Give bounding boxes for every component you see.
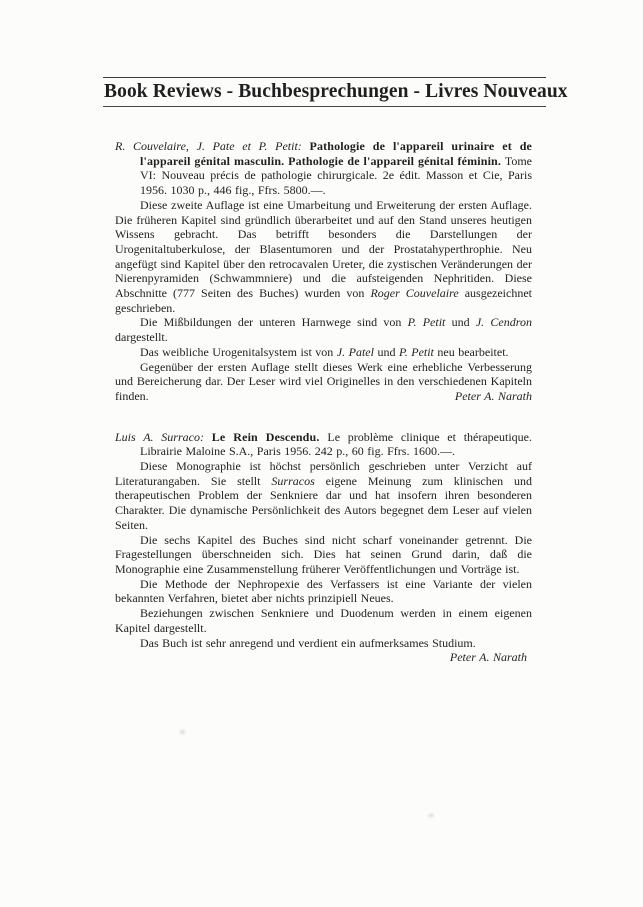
review-paragraph: [115, 315, 532, 344]
text-segment: Die sechs Kapitel des Buches sind nicht scharf voneinander getrennt. Die Fragestellungen überschneiden sich. Dies hat seinen Grund darin, daß die Monographie eine Zusammenstellung früherer Veröffentlichungen und Vorträge ist.: [115, 532, 532, 576]
paragraph-text: [115, 533, 532, 576]
review-entry: [115, 430, 532, 665]
text-segment: Luis A. Surraco:: [115, 429, 212, 444]
review-paragraph: [115, 577, 532, 606]
text-segment: Die Methode der Nephropexie des Verfassers ist eine Variante der vielen bekannten Verfahren, bietet aber nichts prinzipiell Neues.: [115, 576, 532, 606]
paragraph-text: [115, 577, 532, 606]
text-segment: Diese Monographie ist höchst persönlich geschrieben unter Verzicht auf Literaturangaben. Sie stellt: [115, 459, 532, 488]
citation: [115, 430, 532, 459]
review-paragraph: [115, 360, 532, 404]
text-segment: P. Petit: [398, 344, 434, 359]
page-title: Book Reviews - Buchbesprechungen - Livres Nouveaux: [104, 81, 568, 102]
review-paragraph: [115, 606, 532, 635]
paragraph-text: [115, 315, 532, 344]
review-entry: [115, 139, 532, 404]
reviewer-signature: Peter A. Narath: [449, 650, 527, 665]
scan-artifact: [180, 730, 185, 734]
text-segment: Surracos: [271, 473, 315, 488]
text-segment: und: [445, 315, 476, 330]
book-reviews-section: [115, 139, 532, 665]
scan-artifact: [428, 814, 434, 817]
text-segment: J. Cendron: [475, 315, 532, 330]
text-segment: Pathologie de l'appareil urinaire et de l'appareil génital masculin. Pathologie de l'appareil génital féminin.: [140, 139, 532, 168]
text-segment: eigene Meinung zum klinischen und therapeutischen Problem der Senkniere dar und hat insofern ihren besonderen Charakter. Die dynamische Persönlichkeit des Autors begegnet dem Leser auf vielen Seiten.: [115, 473, 532, 532]
review-paragraph: [115, 636, 532, 651]
text-segment: R. Couvelaire, J. Pate et P. Petit:: [115, 139, 310, 153]
text-segment: Le problème clinique et thérapeutique. Librairie Maloine S.A., Paris 1956. 242 p., 60 fig. Ffrs. 1600.—.: [140, 429, 532, 459]
review-paragraph: [115, 459, 532, 533]
review-paragraph: [115, 345, 532, 360]
text-segment: und: [373, 344, 399, 359]
reviewer-signature: Peter A. Narath: [454, 388, 532, 403]
paragraph-text: [140, 636, 476, 650]
paragraph-text: [140, 345, 509, 359]
text-segment: Diese zweite Auflage ist eine Umarbeitung und Erweiterung der ersten Auflage. Die früheren Kapitel sind gründlich überarbeitet und auf den Stand unseres heutigen Wissens gebracht. Das betrifft besonders die Darstellungen der Urogenitaltuberkulose, der Blasentumoren und der Prostatahyperthrophie. Neu angefügt sind Kapitel über den retrocavalen Ureter, die zystischen Veränderungen der Nierenpyramiden (Schwammniere) und die aufsteigenden Nephritiden. Diese Abschnitte (777 Seiten des Buches) wurden von: [115, 197, 532, 301]
page-header: [103, 77, 568, 107]
text-segment: Das weibliche Urogenitalsystem ist von: [140, 344, 337, 359]
review-paragraph: [115, 198, 532, 316]
text-segment: dargestellt.: [115, 330, 168, 345]
paragraph-text: [115, 459, 532, 532]
text-segment: Die Mißbildungen der unteren Harnwege sind von: [140, 315, 408, 330]
text-segment: neu bearbeitet.: [433, 344, 509, 359]
text-segment: ausgezeichnet geschrieben.: [115, 286, 533, 315]
text-segment: Beziehungen zwischen Senkniere und Duodenum werden in einem eigenen Kapitel dargestellt.: [115, 606, 532, 635]
text-segment: Gegenüber der ersten Auflage stellt dieses Werk eine erhebliche Verbesserung und Bereicherung dar. Der Leser wird viel Originelles in den verschiedenen Kapiteln finden.: [115, 359, 532, 403]
text-segment: P. Petit: [407, 315, 446, 330]
text-segment: Le Rein Descendu.: [211, 429, 328, 444]
text-segment: Tome VI: Nouveau précis de pathologie chirurgicale. 2e édit. Masson et Cie, Paris 1956. 1030 p., 446 fig., Ffrs. 5800.—.: [140, 153, 532, 198]
review-paragraph: [115, 533, 532, 577]
text-segment: Roger Couvelaire: [370, 286, 459, 301]
paragraph-text: [115, 198, 532, 315]
paragraph-text: [115, 606, 532, 635]
text-segment: Das Buch ist sehr anregend und verdient ein aufmerksames Studium.: [140, 635, 476, 650]
text-segment: J. Patel: [336, 344, 374, 359]
citation: [115, 139, 532, 198]
